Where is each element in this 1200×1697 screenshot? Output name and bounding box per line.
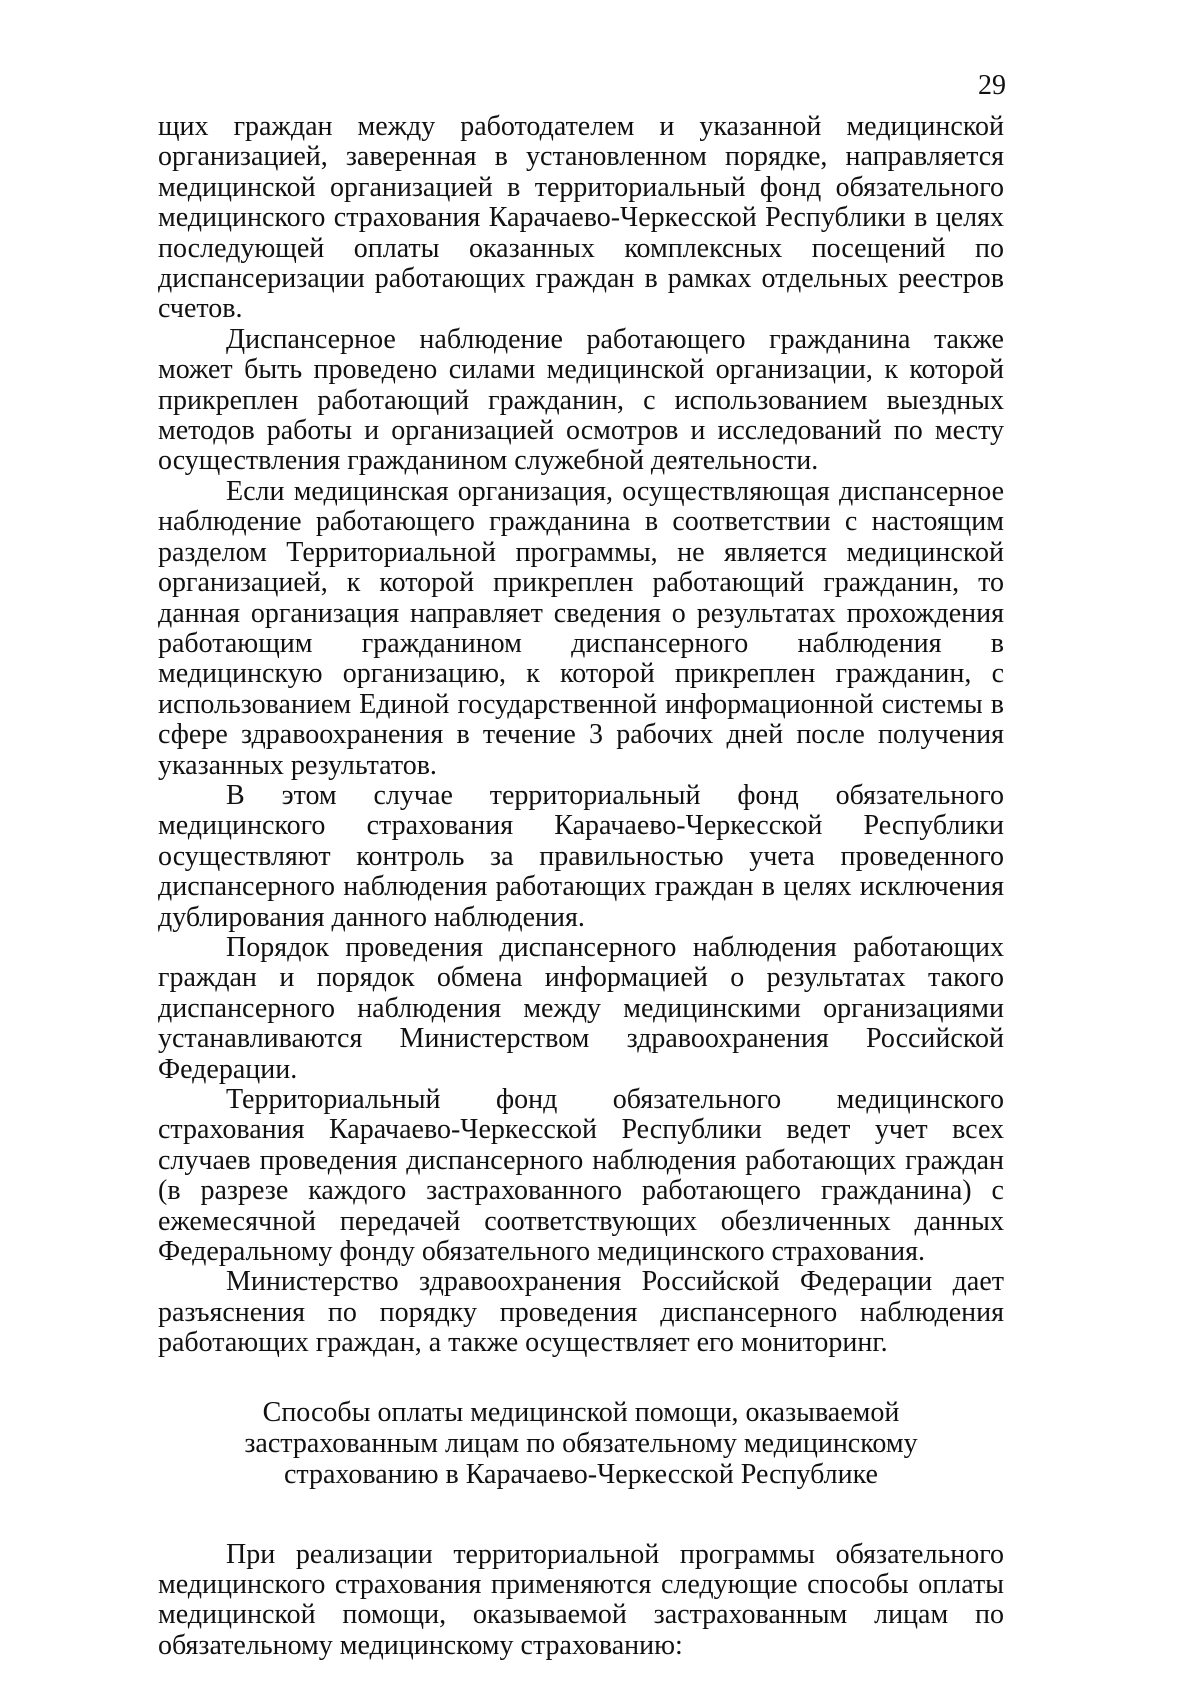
paragraph: Министерство здравоохранения Российской Федерации дает разъяснения по порядку проведения диспансерного наблюдения работающих граждан, а также осуществляет его мониторинг. bbox=[158, 1266, 1004, 1359]
section-heading-line: застрахованным лицам по обязательному медицинскому bbox=[244, 1427, 918, 1459]
section-heading-line: Способы оплаты медицинской помощи, оказываемой bbox=[262, 1396, 900, 1428]
paragraph-continuation: щих граждан между работодателем и указанной медицинской организацией, заверенная в установленном порядке, направляется медицинской организацией в территориальный фонд обязательного медицинского страхования Карачаево-Черкесской Республики в целях последующей оплаты оказанных комплексных посещений по диспансеризации работающих граждан в рамках отдельных реестров счетов. bbox=[158, 111, 1004, 325]
section-heading-line: страхованию в Карачаево-Черкесской Республике bbox=[284, 1458, 878, 1490]
paragraph: Территориальный фонд обязательного медицинского страхования Карачаево-Черкесской Республики ведет учет всех случаев проведения диспансерного наблюдения работающих граждан (в разрезе каждого застрахованного работающего гражданина) с ежемесячной передачей соответствующих обезличенных данных Федеральному фонду обязательного медицинского страхования. bbox=[158, 1084, 1004, 1268]
paragraph: Если медицинская организация, осуществляющая диспансерное наблюдение работающего гражданина в соответствии с настоящим разделом Территориальной программы, не является медицинской организацией, к которой прикреплен работающий гражданин, то данная организация направляет сведения о результатах прохождения работающим гражданином диспансерного наблюдения в медицинскую организацию, к которой прикреплен гражданин, с использованием Единой государственной информационной системы в сфере здравоохранения в течение 3 рабочих дней после получения указанных результатов. bbox=[158, 475, 1004, 781]
paragraph: При реализации территориальной программы обязательного медицинского страхования применяются следующие способы оплаты медицинской помощи, оказываемой застрахованным лицам по обязательному медицинскому страхованию: bbox=[158, 1538, 1004, 1661]
paragraph: Порядок проведения диспансерного наблюдения работающих граждан и порядок обмена информацией о результатах такого диспансерного наблюдения между медицинскими организациями устанавливаются Министерством здравоохранения Российской Федерации. bbox=[158, 931, 1004, 1085]
page-number: 29 bbox=[978, 70, 1006, 101]
section-heading bbox=[158, 1397, 1004, 1490]
body-text bbox=[158, 112, 1004, 1661]
paragraph: В этом случае территориальный фонд обязательного медицинского страхования Карачаево-Черкесской Республики осуществляют контроль за правильностью учета проведенного диспансерного наблюдения работающих граждан в целях исключения дублирования данного наблюдения. bbox=[158, 779, 1004, 933]
paragraph: Диспансерное наблюдение работающего гражданина также может быть проведено силами медицинской организации, к которой прикреплен работающий гражданин, с использованием выездных методов работы и организацией осмотров и исследований по месту осуществления гражданином служебной деятельности. bbox=[158, 323, 1004, 477]
